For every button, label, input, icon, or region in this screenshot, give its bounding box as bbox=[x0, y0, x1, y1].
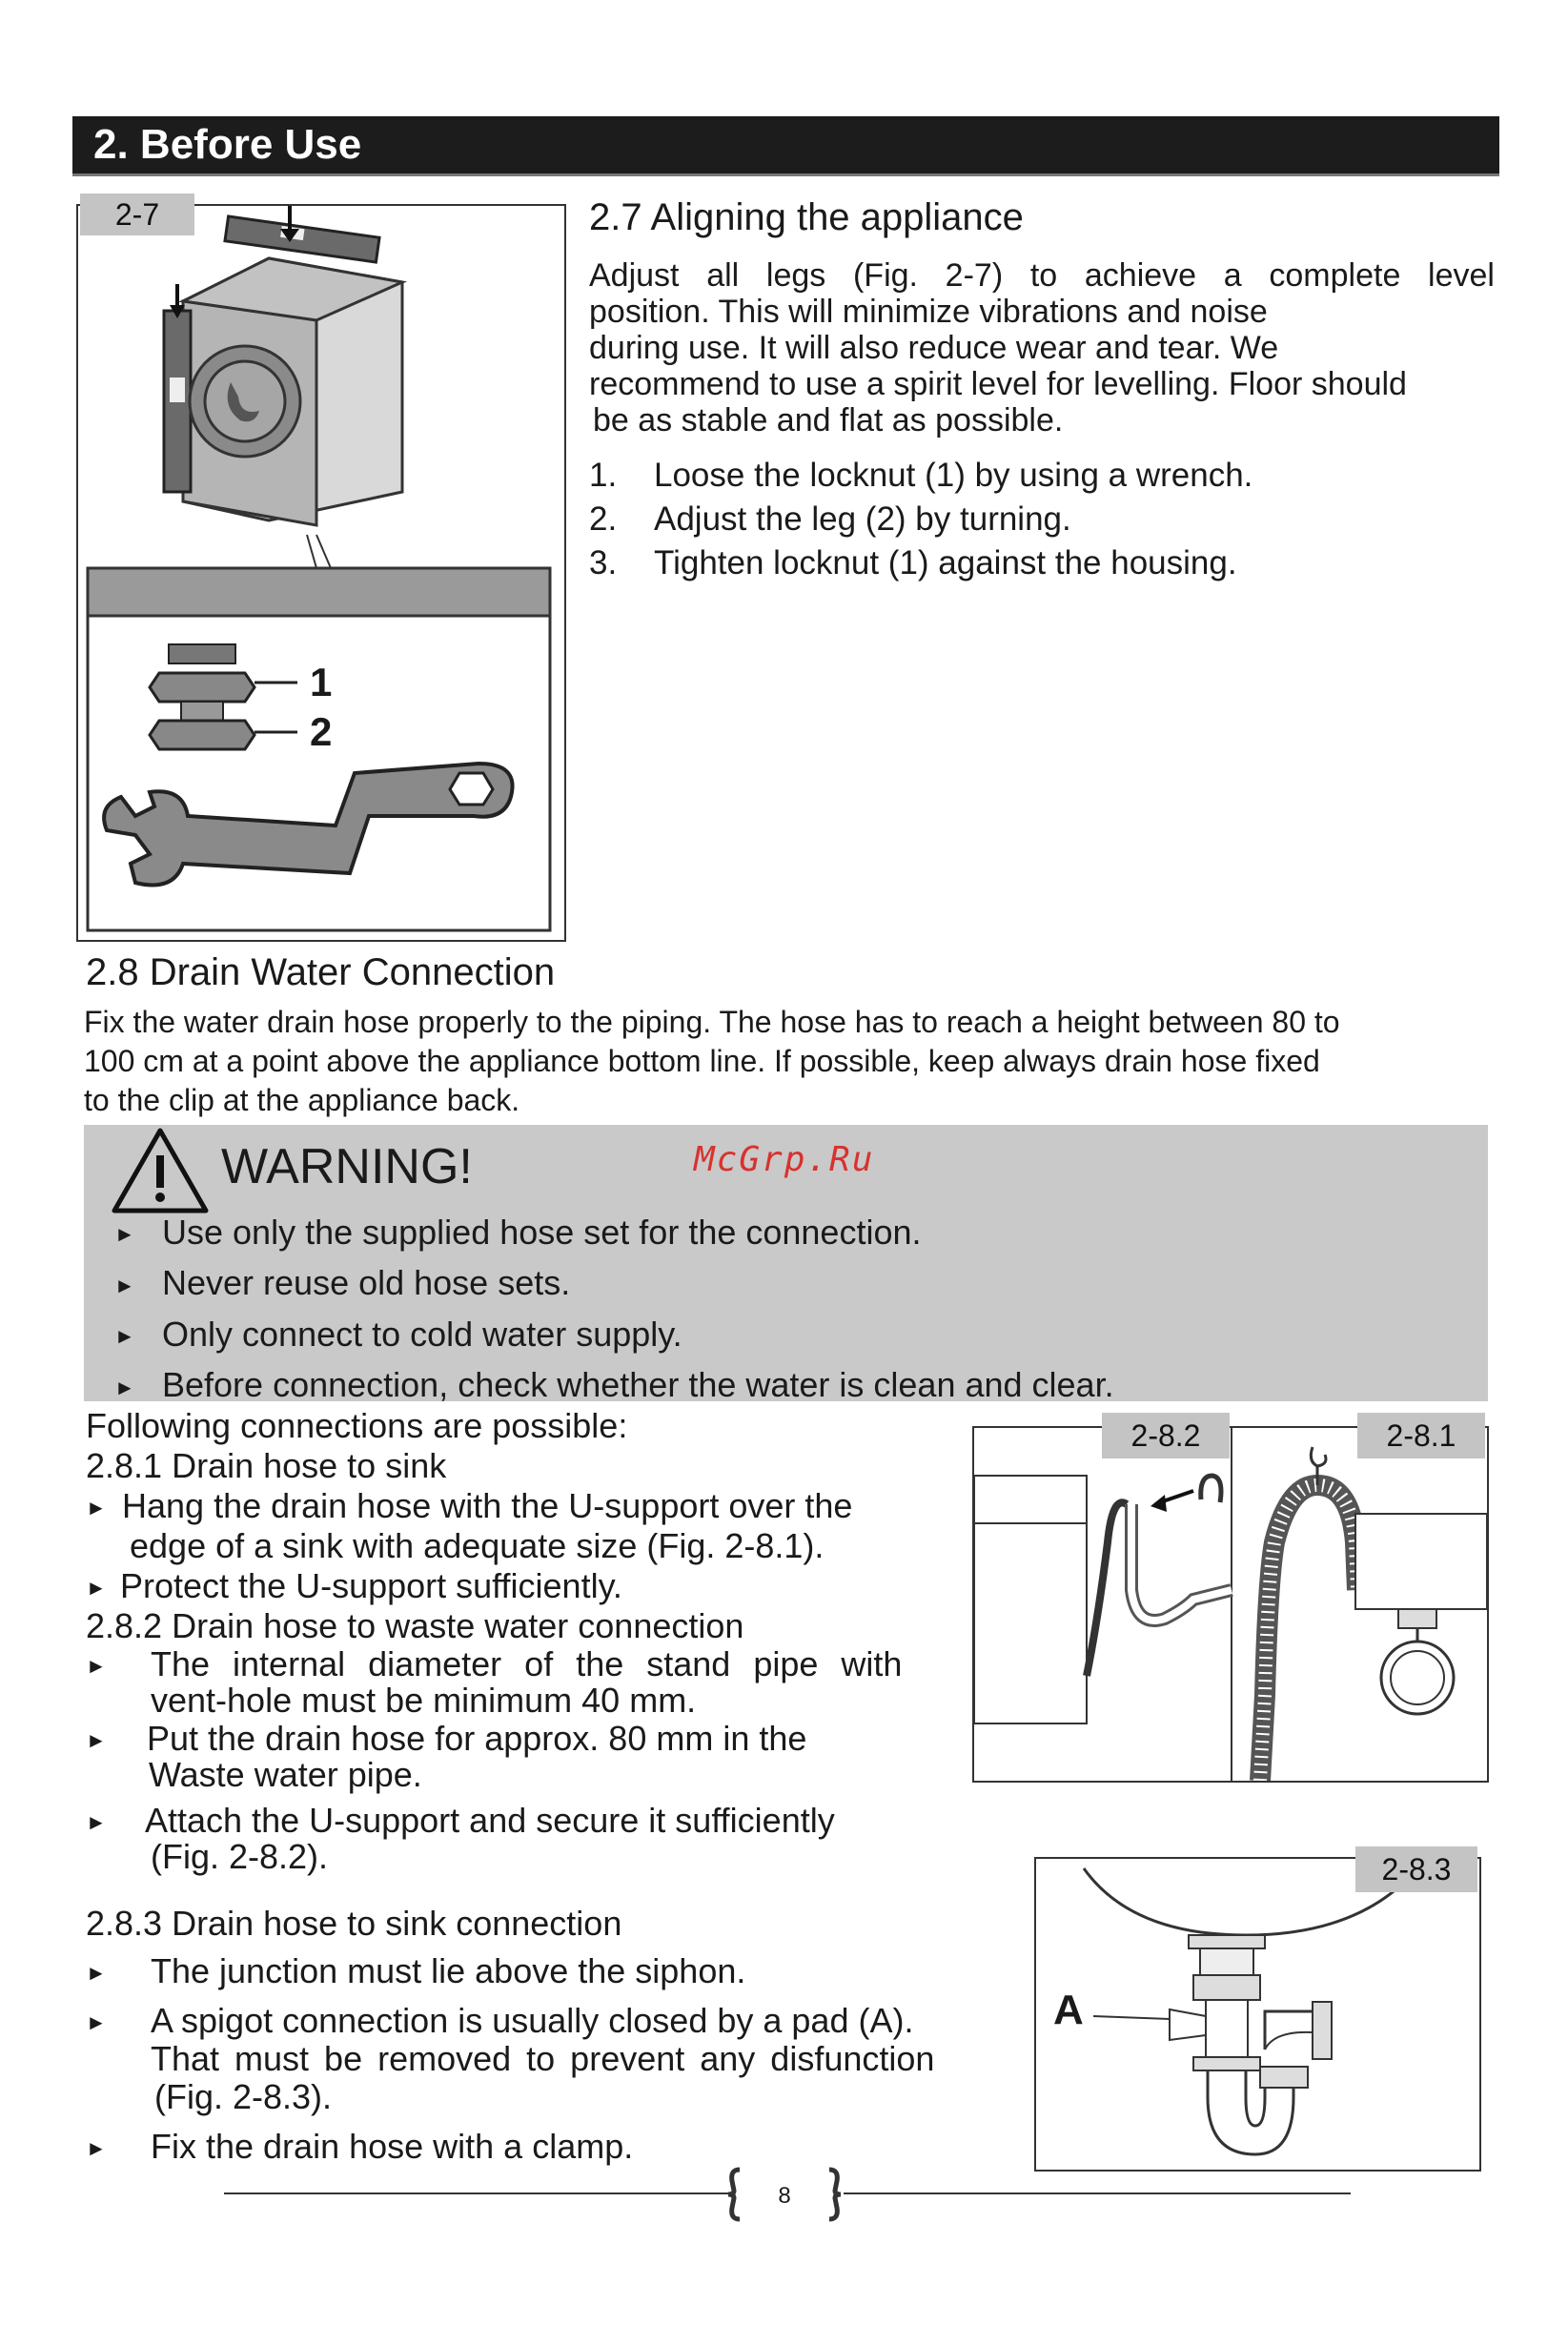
para-2-7-line: be as stable and flat as possible. bbox=[593, 402, 1064, 438]
section-title: 2. Before Use bbox=[93, 121, 362, 168]
bullet-2-8-2-c-cont: (Fig. 2-8.2). bbox=[151, 1837, 329, 1876]
leg-label-2: 2 bbox=[310, 709, 333, 754]
bullet-arrow-icon: ► bbox=[114, 1375, 135, 1399]
heading-2-7: 2.7 Aligning the appliance bbox=[589, 196, 1024, 238]
bullet-2-8-2-a-cont: vent-hole must be minimum 40 mm. bbox=[151, 1681, 697, 1720]
bullet-2-8-2-a: ► The internal diameter of the stand pipe with bbox=[86, 1645, 963, 1682]
connections-section bbox=[86, 1407, 963, 2168]
step-item: 1. Loose the locknut (1) by using a wrench. bbox=[589, 457, 1253, 494]
warning-title: WARNING! bbox=[221, 1139, 473, 1194]
bullet-2-8-3-b-cont2: (Fig. 2-8.3). bbox=[154, 2077, 333, 2116]
heading-2-8-1: 2.8.1 Drain hose to sink bbox=[86, 1446, 447, 1485]
bullet-2-8-2-c: ► Attach the U-support and secure it sufficiently bbox=[86, 1802, 963, 1838]
bullet-2-8-1-a: ► Hang the drain hose with the U-support over the bbox=[86, 1487, 963, 1527]
paragraph-2-8 bbox=[84, 1003, 1340, 1120]
pad-label-a: A bbox=[1053, 1987, 1084, 2033]
figure-tag-2-7: 2-7 bbox=[80, 194, 194, 235]
bullet-arrow-icon: ► bbox=[86, 1961, 107, 1986]
heading-2-8-3: 2.8.3 Drain hose to sink connection bbox=[86, 1904, 622, 1943]
para-2-7-line: position. This will minimize vibrations and noise bbox=[589, 294, 1268, 330]
para-2-7-line: Adjust all legs (Fig. 2-7) to achieve a complete level bbox=[589, 257, 1495, 294]
figure-2-7 bbox=[76, 204, 566, 942]
figure-tag-2-8-1: 2-8.1 bbox=[1357, 1413, 1485, 1458]
figure-2-8-3 bbox=[1034, 1857, 1481, 2172]
bullet-arrow-icon: ► bbox=[86, 2010, 107, 2035]
page-number: 8 bbox=[778, 2183, 791, 2209]
bullet-arrow-icon: ► bbox=[114, 1273, 135, 1297]
warning-list bbox=[114, 1211, 1114, 1410]
warning-item: ► Never reuse old hose sets. bbox=[114, 1261, 1114, 1307]
watermark: McGrp.Ru bbox=[694, 1140, 875, 1179]
steps-list bbox=[589, 454, 1252, 585]
warning-item: ► Use only the supplied hose set for the connection. bbox=[114, 1211, 1114, 1256]
warning-item: ► Only connect to cold water supply. bbox=[114, 1313, 1114, 1358]
bullet-arrow-icon: ► bbox=[86, 2136, 107, 2161]
para-2-8-line: Fix the water drain hose properly to the piping. The hose has to reach a height between 80 to bbox=[84, 1005, 1340, 1039]
para-2-7-line: recommend to use a spirit level for levelling. Floor should bbox=[589, 366, 1407, 402]
footer-rule-left bbox=[224, 2192, 729, 2194]
warning-icon bbox=[111, 1127, 210, 1214]
bullet-arrow-icon: ► bbox=[114, 1222, 135, 1247]
drain-hose-illustration bbox=[974, 1428, 1487, 1781]
bullet-2-8-3-a: ► The junction must lie above the siphon. bbox=[86, 1952, 963, 2002]
step-item: 2. Adjust the leg (2) by turning. bbox=[589, 500, 1071, 538]
figure-2-8-2-and-2-8-1 bbox=[972, 1426, 1489, 1783]
bullet-arrow-icon: ► bbox=[86, 1728, 107, 1753]
bullet-arrow-icon: ► bbox=[86, 1496, 107, 1520]
siphon-illustration bbox=[1036, 1859, 1479, 2170]
footer-rule-right bbox=[844, 2192, 1351, 2194]
bullet-2-8-2-b-cont: Waste water pipe. bbox=[149, 1755, 422, 1794]
washing-machine-leveling-illustration bbox=[78, 206, 564, 940]
paragraph-2-7 bbox=[589, 257, 1495, 438]
para-2-8-line: 100 cm at a point above the appliance bottom line. If possible, keep always drain hose fixed bbox=[84, 1044, 1320, 1078]
bullet-2-8-2-b: ► Put the drain hose for approx. 80 mm in the bbox=[86, 1720, 963, 1756]
bullet-arrow-icon: ► bbox=[86, 1654, 107, 1679]
bullet-2-8-3-b-cont: That must be removed to prevent any disfunction bbox=[151, 2039, 935, 2078]
para-2-7-line: during use. It will also reduce wear and tear. We bbox=[589, 330, 1279, 366]
bullet-arrow-icon: ► bbox=[86, 1576, 107, 1601]
bullet-2-8-3-c: ► Fix the drain hose with a clamp. bbox=[86, 2128, 963, 2168]
bullet-arrow-icon: ► bbox=[86, 1810, 107, 1835]
step-item: 3. Tighten locknut (1) against the housing. bbox=[589, 544, 1237, 581]
para-2-8-line: to the clip at the appliance back. bbox=[84, 1083, 520, 1117]
figure-tag-2-8-2: 2-8.2 bbox=[1102, 1413, 1230, 1458]
warning-item: ► Before connection, check whether the water is clean and clear. bbox=[114, 1363, 1114, 1409]
heading-2-8-2: 2.8.2 Drain hose to waste water connection bbox=[86, 1606, 744, 1645]
heading-2-8: 2.8 Drain Water Connection bbox=[86, 951, 556, 993]
bullet-2-8-1-a-cont: edge of a sink with adequate size (Fig. 2-8.1). bbox=[130, 1526, 825, 1565]
section-underline bbox=[72, 173, 1499, 176]
leg-label-1: 1 bbox=[310, 660, 333, 704]
connections-intro: Following connections are possible: bbox=[86, 1406, 628, 1445]
bullet-2-8-1-b: ► Protect the U-support sufficiently. bbox=[86, 1567, 963, 1607]
bullet-arrow-icon: ► bbox=[114, 1324, 135, 1349]
bullet-2-8-3-b: ► A spigot connection is usually closed by a pad (A). bbox=[86, 2002, 963, 2040]
figure-tag-2-8-3: 2-8.3 bbox=[1355, 1846, 1477, 1892]
